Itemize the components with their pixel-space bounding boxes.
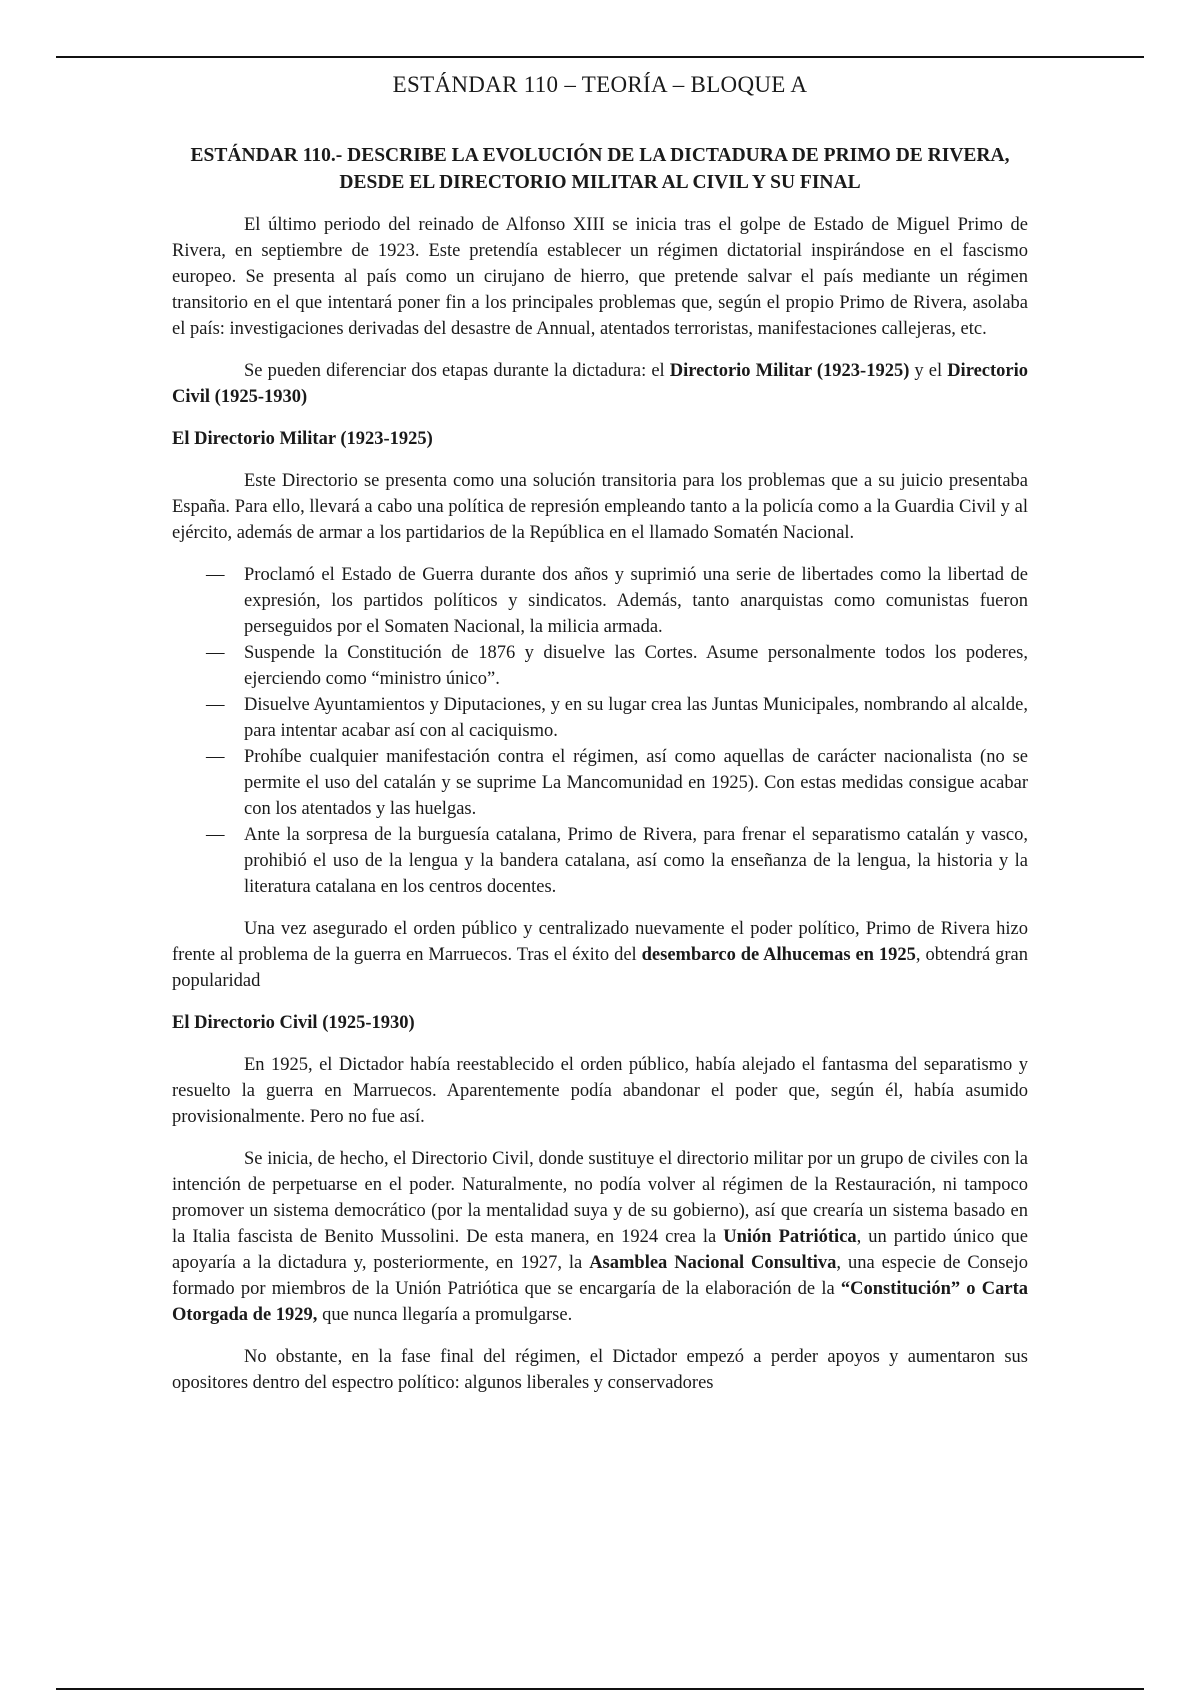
document-title: ESTÁNDAR 110.- DESCRIBE LA EVOLUCIÓN DE LA DICTADURA DE PRIMO DE RIVERA, DESDE EL DIRECTORIO MILITAR AL CIVIL Y SU FINAL xyxy=(190,145,1010,193)
dash-bullet: — xyxy=(206,695,225,715)
stages-civil-bold: Directorio Civil (1925-1930) xyxy=(172,361,1028,407)
dash-bullet: — xyxy=(206,565,225,585)
dash-bullet: — xyxy=(206,747,225,767)
civil-text-e: , una especie de Consejo formado por miembros de la Unión Patriótica que se encargaría de la elaboración de la xyxy=(172,1253,1028,1299)
alhucemas-bold: desembarco de Alhucemas en 1925 xyxy=(641,945,916,965)
asamblea-bold: Asamblea Nacional Consultiva xyxy=(589,1253,837,1273)
intro-paragraph: El último periodo del reinado de Alfonso XIII se inicia tras el golpe de Estado de Miguel Primo de Rivera, en septiembre de 1923. Este pretendía establecer un régimen dictatorial inspirándose en el fascismo europeo. Se presenta al país como un cirujano de hierro, que pretende salvar el país mediante un régimen transitorio en el que intentará poner fin a los principales problemas que, según el propio Primo de Rivera, asolaba el país: investigaciones derivadas del desastre de Annual, atentados terroristas, manifestaciones callejeras, etc. xyxy=(172,215,1028,339)
top-rule xyxy=(56,56,1144,58)
dash-bullet: — xyxy=(206,643,225,663)
list-item xyxy=(172,562,1028,640)
document-body xyxy=(172,142,1028,1412)
page-header: ESTÁNDAR 110 – TEORÍA – BLOQUE A xyxy=(392,72,808,97)
civil-paragraph-3: No obstante, en la fase final del régimen, el Dictador empezó a perder apoyos y aumentaron sus opositores dentro del espectro político: algunos liberales y conservadores xyxy=(172,1347,1028,1393)
list-item-text: Suspende la Constitución de 1876 y disuelve las Cortes. Asume personalmente todos los poderes, ejerciendo como “ministro único”. xyxy=(244,643,1028,689)
union-patriotica-bold: Unión Patriótica xyxy=(723,1227,857,1247)
civil-text-a: Se inicia, de hecho, el Directorio Civil, donde sustituye el directorio militar por un grupo de civiles con la intención de perpetuarse en el poder. Naturalmente, no podía volver al régimen de la Restauración, ni tampoco promover un sistema democrático (por la mentalidad suya y de su gobierno), así que crearía un sistema basado en la Italia fascista de Benito Mussolini. De esta manera, en 1924 crea la xyxy=(172,1149,1028,1247)
list-item xyxy=(172,822,1028,900)
list-item xyxy=(172,692,1028,744)
alhucemas-text-c: , obtendrá gran popularidad xyxy=(172,945,1028,991)
alhucemas-text-a: Una vez asegurado el orden público y centralizado nuevamente el poder político, Primo de Rivera hizo frente al problema de la guerra en Marruecos. Tras el éxito del xyxy=(172,919,1028,965)
civil-heading: El Directorio Civil (1925-1930) xyxy=(172,1013,415,1033)
stages-text-c: y el xyxy=(909,361,948,381)
military-heading: El Directorio Militar (1923-1925) xyxy=(172,429,433,449)
list-item-text: Ante la sorpresa de la burguesía catalana, Primo de Rivera, para frenar el separatismo catalán y vasco, prohibió el uso de la lengua y la bandera catalana, así como la enseñanza de la lengua, la historia y la literatura catalana en los centros docentes. xyxy=(244,825,1028,897)
military-paragraph-2 xyxy=(172,916,1028,994)
military-measures-list xyxy=(172,562,1028,900)
list-item-text: Disuelve Ayuntamientos y Diputaciones, y en su lugar crea las Juntas Municipales, nombrando al alcalde, para intentar acabar así con al caciquismo. xyxy=(244,695,1028,741)
civil-paragraph-1: En 1925, el Dictador había reestablecido el orden público, había alejado el fantasma del separatismo y resuelto la guerra en Marruecos. Aparentemente podía abandonar el poder que, según él, había asumido provisionalmente. Pero no fue así. xyxy=(172,1055,1028,1127)
stages-text-a: Se pueden diferenciar dos etapas durante la dictadura: el xyxy=(244,361,670,381)
list-item-text: Proclamó el Estado de Guerra durante dos años y suprimió una serie de libertades como la libertad de expresión, los partidos políticos y sindicatos. Además, tanto anarquistas como comunistas fueron perseguidos por el Somaten Nacional, la milicia armada. xyxy=(244,565,1028,637)
civil-paragraph-2 xyxy=(172,1146,1028,1328)
bottom-rule xyxy=(56,1688,1144,1690)
stages-military-bold: Directorio Militar (1923-1925) xyxy=(669,361,910,381)
constitucion-bold: “Constitución” o Carta Otorgada de 1929, xyxy=(172,1279,1028,1325)
list-item xyxy=(172,640,1028,692)
list-item-text: Prohíbe cualquier manifestación contra el régimen, así como aquellas de carácter nacionalista (no se permite el uso del catalán y se suprime La Mancomunidad en 1925). Con estas medidas consigue acabar con los atentados y las huelgas. xyxy=(244,747,1028,819)
dash-bullet: — xyxy=(206,825,225,845)
civil-text-c: , un partido único que apoyaría a la dictadura y, posteriormente, en 1927, la xyxy=(172,1227,1028,1273)
civil-text-g: que nunca llegaría a promulgarse. xyxy=(317,1305,573,1325)
military-paragraph-1: Este Directorio se presenta como una solución transitoria para los problemas que a su juicio presentaba España. Para ello, llevará a cabo una política de represión empleando tanto a la policía como a la Guardia Civil y al ejército, además de armar a los partidarios de la República en el llamado Somatén Nacional. xyxy=(172,471,1028,543)
stages-paragraph xyxy=(172,358,1028,410)
list-item xyxy=(172,744,1028,822)
